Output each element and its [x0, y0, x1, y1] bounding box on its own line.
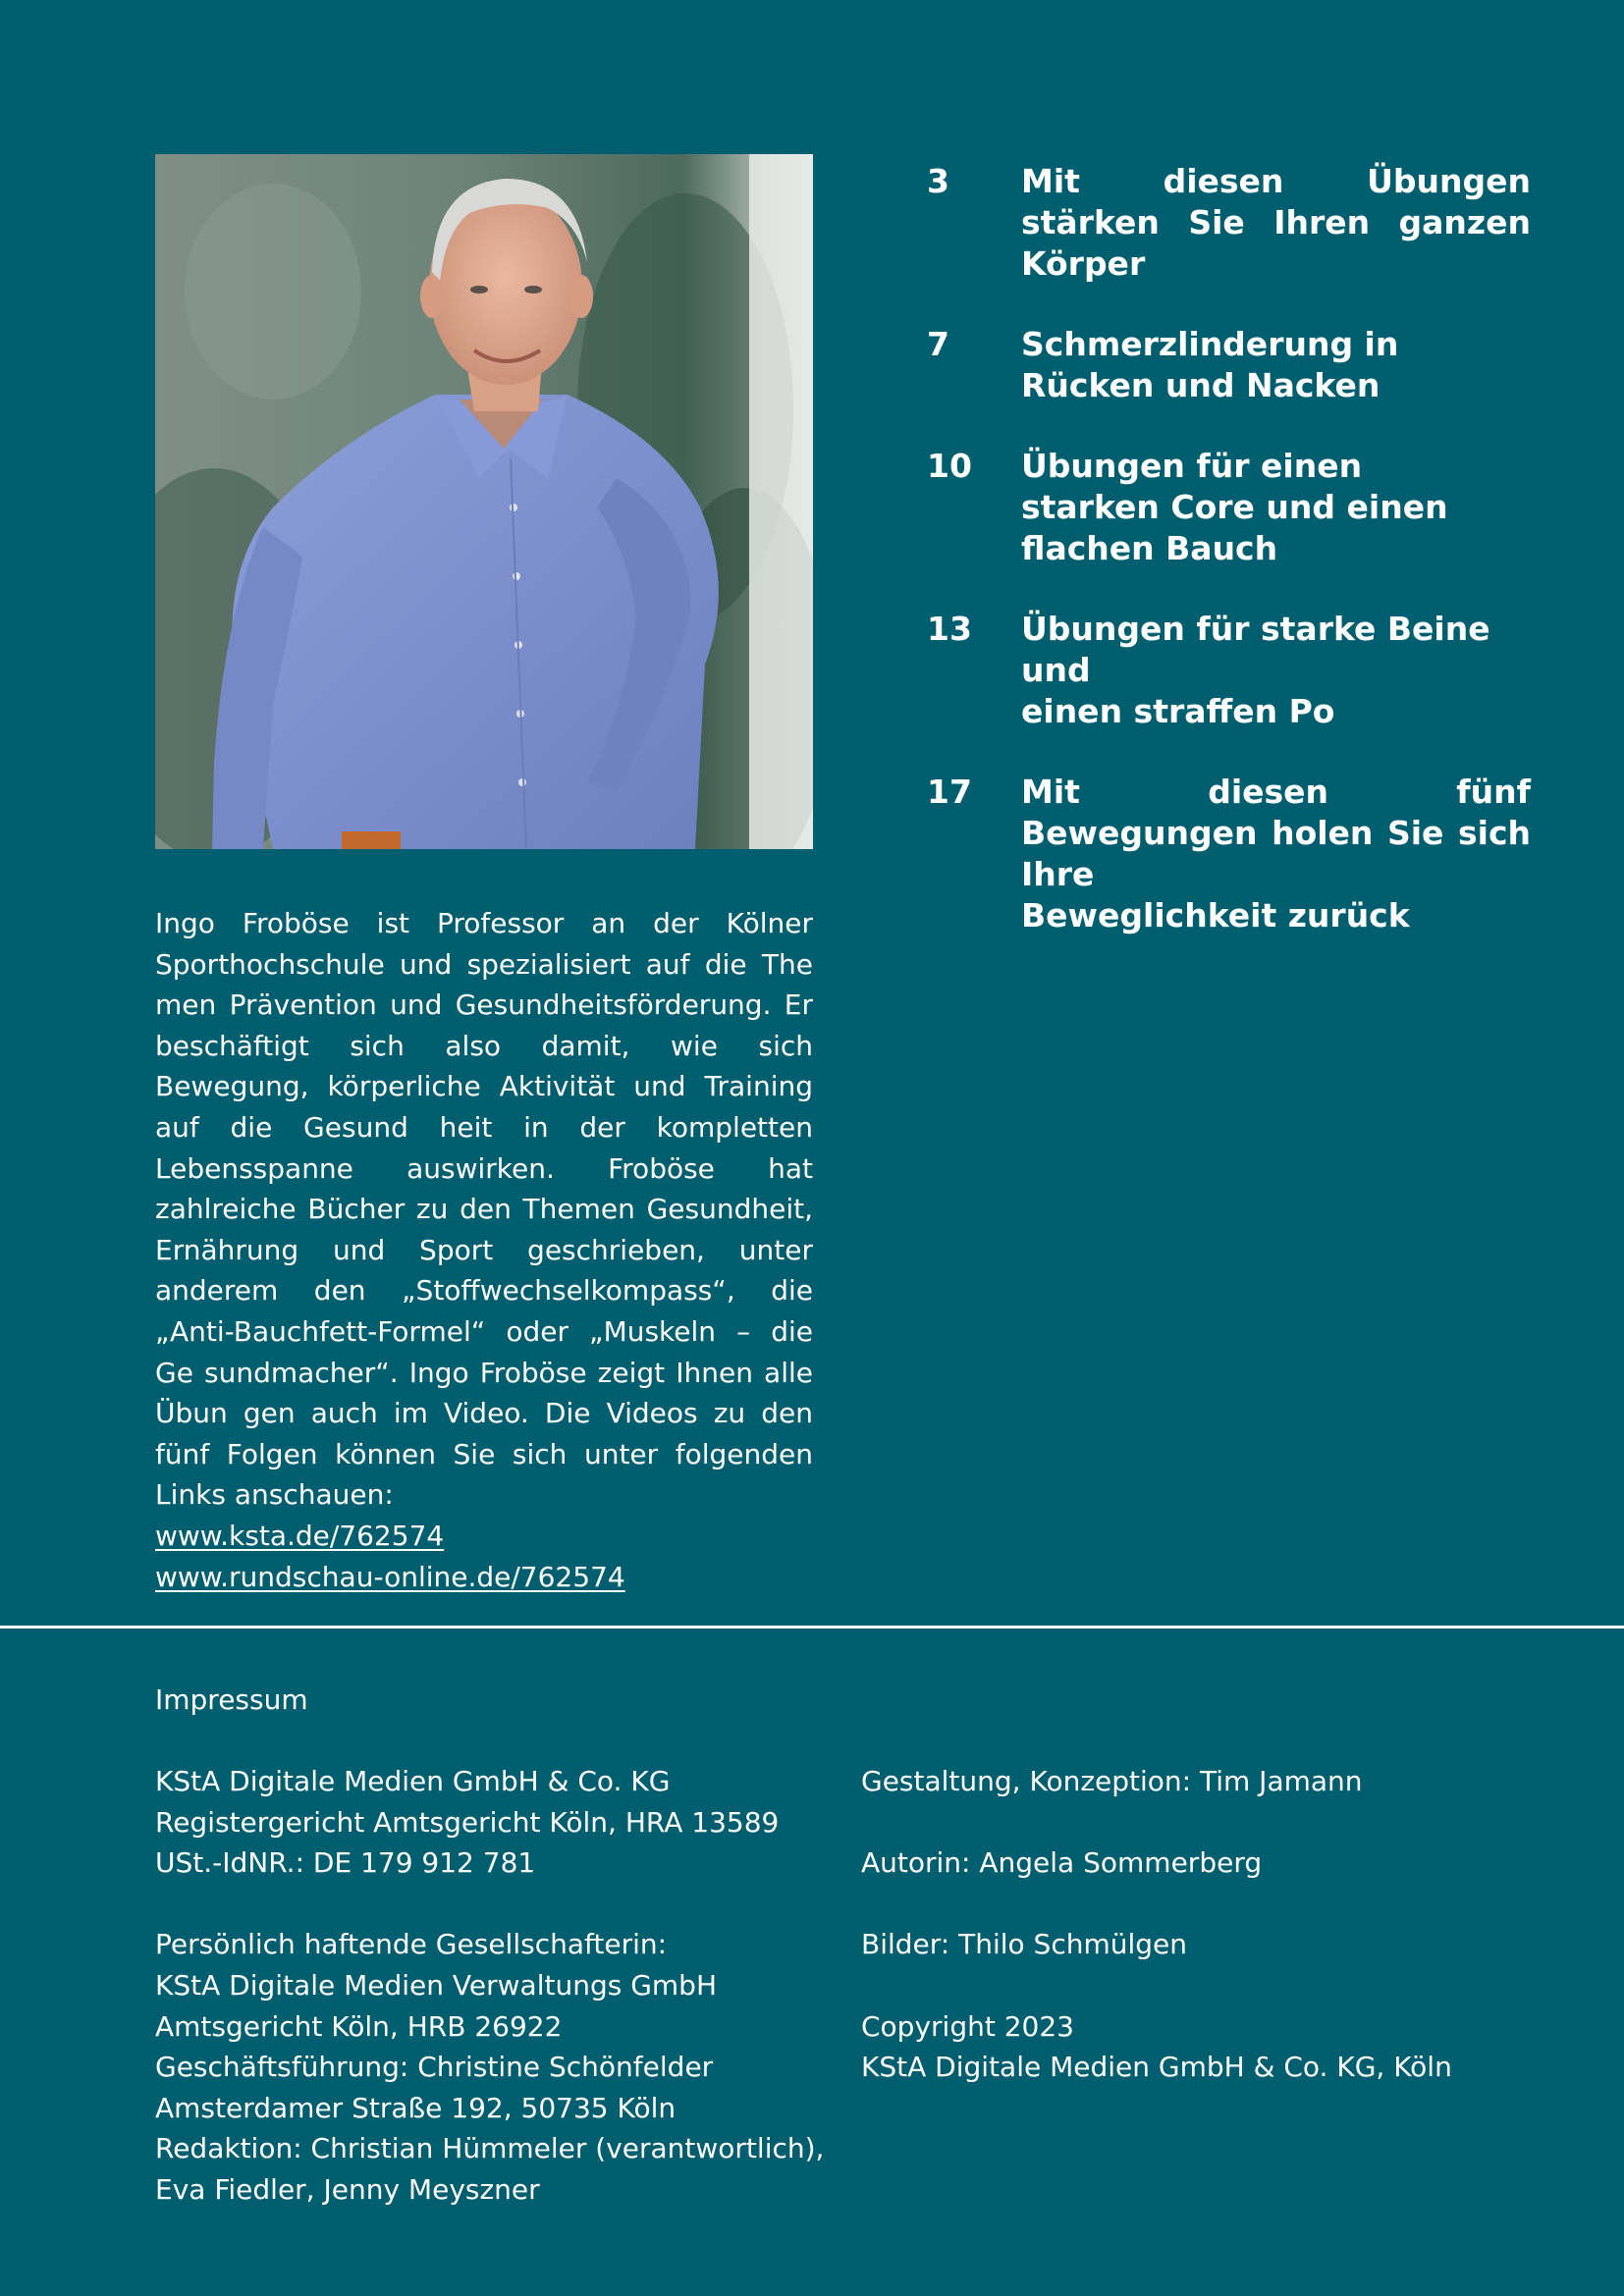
toc-title-line: Beweglichkeit zurück — [1021, 896, 1410, 934]
spacer — [861, 1965, 1548, 2006]
spacer — [155, 1884, 842, 1925]
bio-line: unter anderem den „Stoffwechselkompass“, die — [155, 1233, 813, 1308]
toc-entry[interactable] — [927, 324, 1531, 406]
toc-entry[interactable] — [927, 772, 1531, 936]
bio-line: Gesundheit, Ernährung und Sport geschrieben, — [155, 1193, 813, 1266]
toc-page-number: 17 — [927, 773, 972, 811]
bio-line: gen auch im Video. Die Videos zu den fünf Folgen — [155, 1397, 813, 1470]
toc-title-line: flachen Bauch — [1021, 529, 1278, 567]
bio-text — [155, 903, 813, 1516]
imprint-publisher-info — [155, 1761, 842, 2211]
toc-title-line: Schmerzlinderung in — [1021, 325, 1399, 363]
spacer — [861, 1884, 1548, 1925]
toc-title-line: Übungen für starke Beine und — [1021, 610, 1490, 689]
imprint-credits — [861, 1761, 1548, 2088]
toc-page-number: 7 — [927, 325, 949, 363]
toc-title — [1021, 609, 1531, 732]
toc-title-line: Mit diesen Übungen stärken — [1021, 162, 1531, 241]
toc-title-line: Rücken und Nacken — [1021, 366, 1380, 404]
bio-line: men Prävention und Gesundheitsförderung. Er — [155, 988, 813, 1022]
imprint-copyright-holder: KStA Digitale Medien GmbH & Co. KG, Köln — [861, 2051, 1452, 2084]
video-links — [155, 1516, 813, 1597]
author-bio — [155, 903, 813, 1597]
bio-line: heit in der kompletten Lebensspanne auswirken. — [155, 1110, 813, 1185]
imprint-address: Amsterdamer Straße 192, 50735 Köln — [155, 2091, 677, 2124]
toc-page-number: 13 — [927, 610, 972, 648]
toc-title — [1021, 446, 1531, 569]
toc-title-line: einen straffen Po — [1021, 692, 1335, 730]
imprint-company: KStA Digitale Medien GmbH & Co. KG — [155, 1765, 671, 1797]
toc-title-line: holen Sie sich Ihre — [1021, 814, 1531, 893]
toc-title-line: Mit diesen fünf Bewegungen — [1021, 773, 1531, 852]
toc-title-line: Sie Ihren ganzen Körper — [1021, 203, 1531, 283]
imprint-editorial: Redaktion: Christian Hümmeler (verantwortlich), — [155, 2132, 825, 2165]
imprint-copyright: Copyright 2023 — [861, 2009, 1074, 2043]
imprint-partner-label: Persönlich haftende Gesellschafterin: — [155, 1928, 668, 1961]
imprint-partner-name: KStA Digitale Medien Verwaltungs GmbH — [155, 1968, 718, 2002]
toc-page-number: 10 — [927, 447, 972, 485]
rundschau-video-link[interactable]: www.rundschau-online.de/762574 — [155, 1560, 625, 1593]
toc-title-line: starken Core und einen — [1021, 488, 1448, 526]
toc-title — [1021, 772, 1531, 936]
imprint-partner-register: Amtsgericht Köln, HRB 26922 — [155, 2009, 563, 2043]
section-divider — [0, 1626, 1624, 1629]
bio-line: Ingo Froböse ist Professor an der Kölner — [155, 907, 813, 939]
toc-page-number: 3 — [927, 162, 949, 200]
toc-entry[interactable] — [927, 446, 1531, 569]
bio-line: „Anti-Bauchfett-Formel“ oder „Muskeln – die Ge — [155, 1314, 813, 1389]
toc-title-line: Übungen für einen — [1021, 447, 1363, 485]
imprint-heading: Impressum — [155, 1683, 308, 1716]
bio-line: Froböse hat zahlreiche Bücher zu den Themen — [155, 1151, 813, 1226]
toc-title — [1021, 324, 1531, 406]
table-of-contents — [927, 161, 1531, 976]
bio-line: sundmacher“. Ingo Froböse zeigt Ihnen alle Übun — [155, 1356, 813, 1430]
toc-title — [1021, 161, 1531, 285]
toc-entry[interactable] — [927, 161, 1531, 285]
imprint-register: Registergericht Amtsgericht Köln, HRA 13589 — [155, 1805, 780, 1839]
bio-line: körperliche Aktivität und Training auf die Gesund — [155, 1070, 813, 1144]
author-portrait-photo — [155, 154, 813, 849]
imprint-author: Autorin: Angela Sommerberg — [861, 1846, 1263, 1880]
imprint-management: Geschäftsführung: Christine Schönfelder — [155, 2051, 714, 2084]
toc-entry[interactable] — [927, 609, 1531, 732]
spacer — [861, 1802, 1548, 1843]
imprint-images: Bilder: Thilo Schmülgen — [861, 1928, 1188, 1961]
ksta-video-link[interactable]: www.ksta.de/762574 — [155, 1519, 445, 1552]
imprint-design: Gestaltung, Konzeption: Tim Jamann — [861, 1765, 1363, 1797]
bio-line: können Sie sich unter folgenden Links anschauen: — [155, 1437, 813, 1512]
bio-line: beschäftigt sich also damit, wie sich Bewegung, — [155, 1029, 813, 1103]
imprint-vat-id: USt.-IdNR.: DE 179 912 781 — [155, 1846, 536, 1880]
imprint-editorial-more: Eva Fiedler, Jenny Meyszner — [155, 2172, 540, 2206]
bio-line: Sporthochschule und spezialisiert auf die The — [155, 947, 813, 981]
